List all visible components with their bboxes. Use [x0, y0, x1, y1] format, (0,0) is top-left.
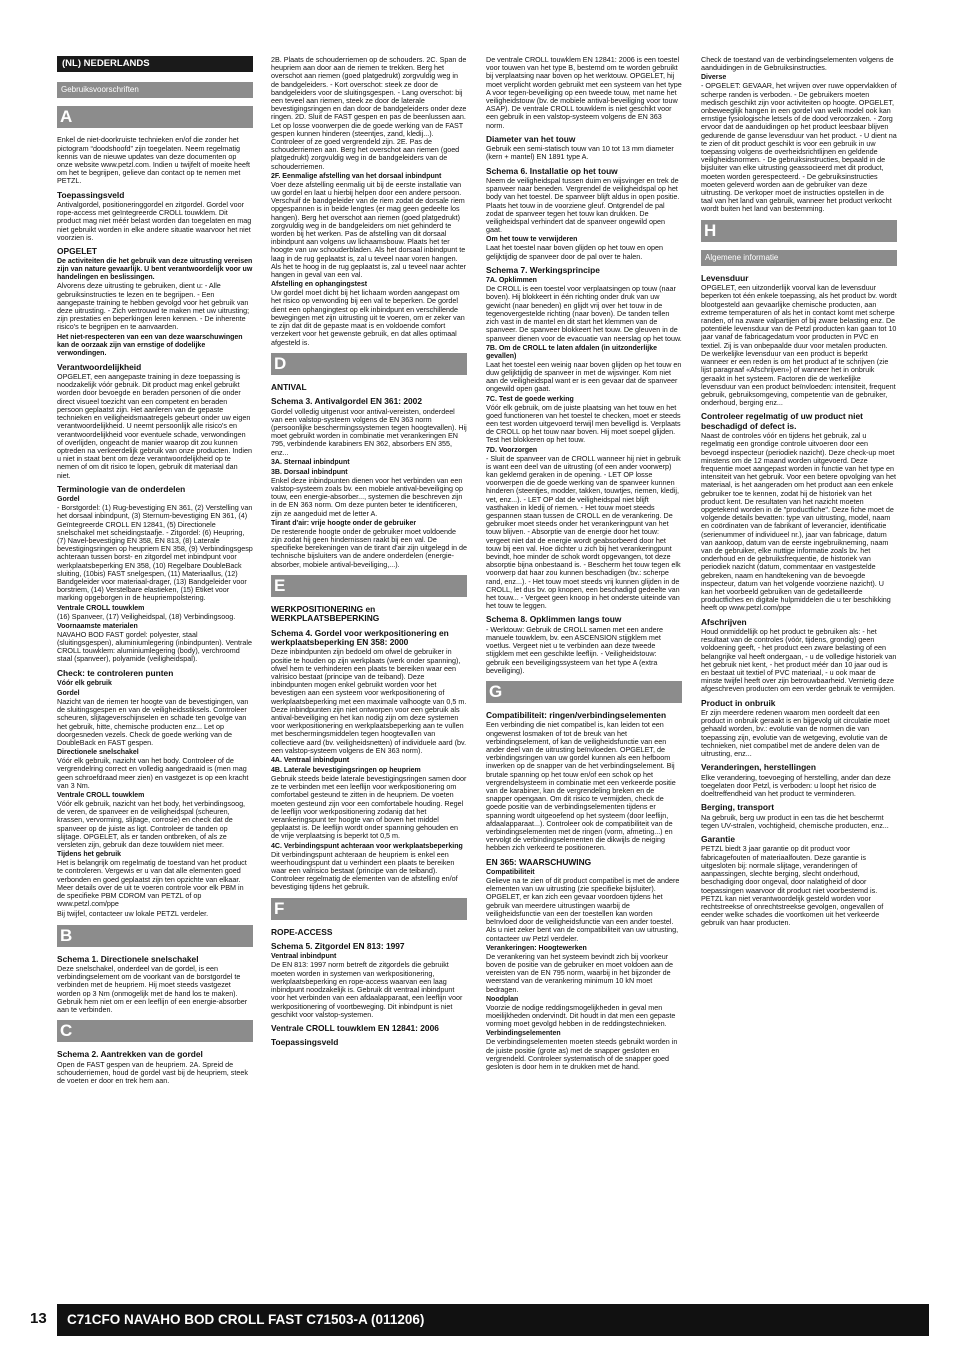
- paragraph: (16) Spanveer, (17) Veiligheidspal, (18) Verbindingsoog.: [57, 611, 236, 621]
- heading: Check: te controleren punten: [57, 667, 174, 678]
- subheading: Directionele snelschakel: [57, 749, 139, 757]
- subheading: Afstelling en ophangingstest: [271, 281, 368, 289]
- subheading: Vóór elk gebruik: [57, 679, 112, 687]
- paragraph: Open de FAST gespen van de heupriem. 2A. Spreid de schouderriemen, houd de gordel vast bij de heupriem, steek de voeten er door en trek hem aan.: [57, 1059, 248, 1086]
- heading: Schema 6. Installatie op het touw: [486, 165, 618, 176]
- heading: Toepassingsveld: [57, 189, 125, 200]
- paragraph: Antivalgordel, positioneringgordel en zitgordel. Gordel voor rope-access met geïntegreerde CROLL touwklem. Dit product mag niet méér belast worden dan toegelaten en mag niet gebruikt worden in elke andere situatie waarvoor het niet voorzien is.: [57, 200, 252, 242]
- paragraph: De verankering van het systeem bevindt zich bij voorkeur boven de positie van de gebruiker en moet voldoen aan de vereisten van de EN 795 norm, waarbij in het bijzonder de weerstand van de verankering minimum 10 kN moet bedragen.: [486, 951, 674, 994]
- heading: Schema 8. Opklimmen langs touw: [486, 614, 622, 625]
- paragraph: Vóór elk gebruik, om de juiste plaatsing van het touw en het goed functioneren van het toestel te checken, moet er steeds een test worden uitgevoerd terwijl men bevelligd is. Verplaats de CROLL op het touw naar boven. Hij moet soepel glijden. Test het blokkeren op het touw.: [486, 402, 681, 445]
- paragraph: Gebruik steeds beide laterale bevestigingsringen samen door ze te verbinden met een leeflijn voor werkpositionering om comfortabel gesteund te zitten in de heupriem. De voeten moeten gesteund zijn voor een comfortabele houding. Regel de leeflijn voor werkpositionering zodanig dat het verankeringspunt ter hoogte van of boven het middel geplaatst is. De leeflijn wordt onder spanning gehouden en de vrije verplaatsing is beperkt tot 0,5 m.: [271, 774, 467, 841]
- heading: Garantie: [701, 834, 735, 845]
- column-4: [701, 56, 897, 930]
- letter-f-bar: F: [271, 898, 467, 920]
- column-3: [486, 56, 682, 1073]
- bold-warning: Het niet-respecteren van een van deze waarschuwingen kan de oorzaak zijn van ernstige of dodelijke verwondingen.: [57, 333, 243, 357]
- heading: Schema 2. Aantrekken van de gordel: [57, 1049, 203, 1060]
- paragraph: De EN 813: 1997 norm betreft de zitgordels die gebruikt moeten worden in systemen van werkpositionering, werkplaatsbeperking en rope-access waarvan een laag inbindpunt noodzakelijk is. Gebruik dit ventraal inbindpunt voor het verbinden van een afdaalapparaat, een leeflijn voor werkpositionering of voortbeweging. Dit inbindpunt is niet geschikt voor valstop-systemen.: [271, 960, 463, 1019]
- subheading: Verankeringen: Hoogtewerken: [486, 944, 587, 952]
- paragraph: OPGELET, een aangepaste training in deze toepassing is noodzakelijk vóór gebruik. Dit product mag enkel gebruikt worden door bevoegde en beraden personen of die onder direct visueel toezicht van een competent en beraden persoon geplaatst zijn. Het aanleren van de gepaste technieken en veiligheidsmaatregels gebeurt onder uw eigen verantwoordelijkheid. U neemt persoonlijk alle risico's en verantwoordelijkheid voor eventuele schade, verwondingen of overlijden, ongeacht de manier waarop dit zou kunnen optreden na verkeerdelijk gebruik van onze producten. Indien u niet in staat bent om deze verantwoordelijkheid op te nemen of om dit risico te lopen, gebruik dit materiaal dan niet.: [57, 372, 252, 480]
- paragraph: Check de toestand van de verbindingselementen volgens de aanduidingen in de Gebruiksinstructies.: [701, 55, 894, 73]
- subheading: 3A. Sternaal inbindpunt: [271, 458, 350, 466]
- column-1: [57, 56, 253, 1087]
- paragraph: Neem de veiligheidspal tussen duim en wijsvinger en trek de spanveer naar beneden. Vergrendel de veiligheidspal op het body van het toestel. De spanveer blijft aldus in open positie. Plaats het touw in de voorziene gleuf. Ontgrendel de pal zodat de spanveer tegen het touw kan drukken. De veiligheidspal verhindert dat de spanveer ongewild open gaat.: [486, 176, 680, 235]
- paragraph: Voer deze afstelling eenmalig uit bij de eerste installatie van uw gordel en laat u hierbij helpen door een andere persoon. Verschuif de bandgeleider van de riem zodat de dorsale riem opgespannen is in beide lengtes (er mag geen gedeelte los hangen). Berg het overschot aan riemen (goed platgedrukt) zorgvuldig weg in de bandgeleiders om niet gehinderd te worden bij het werken. Pas de afstelling van dit dorsaal inbindpunt aan volgens uw lichaamsbouw. Plaats het ter hoogte van uw schouderbladen. Als het dorsaal inbindpunt te laag in de rug geplaatst is, zal u teveel naar voren hangen. Als het te hoog in de rug geplaatst is, zal u teveel naar achter hangen in geval van een val.: [271, 179, 466, 280]
- subheading: Verbindingselementen: [486, 1030, 561, 1038]
- column-2: [271, 56, 467, 1049]
- section-bar-general: Algemene informatie: [701, 250, 897, 266]
- paragraph: Een verbinding die niet compatibel is, kan leiden tot een ongewenst losmaken of tot de breuk van het verbindingselement, of kan de veiligheidsfunctie van een ander deel van de uitrusting beïnvloeden. OPGELET, de verbindingsringen van uw gordel kunnen als een hefboom inwerken op de snapper van de het verbindingselement. Bij brutale spanning op het touw en/of een schok op het vergrendelsysteem in combinatie met een verkeerde positie van de karabiner, kan de vergrendeling breken en de snapper opengaan. Om dit risico te vermijden, check de goede positie van de verbindingselementen tijdens er spanning wordt uitgeoefend op het systeem (door leeflijn, afdaalapparaat...). Controleer ook de compatibiliteit van de verbindingselementen met de ringen (vorm, afmeting...) en vervolgt de verbindingselementen die dikwijls de neiging hebben zich verkeerd te positioneren.: [486, 720, 676, 853]
- letter-e-bar: E: [271, 575, 467, 597]
- heading: ROPE-ACCESS: [271, 926, 333, 937]
- bold-warning: De activiteiten die het gebruik van deze uitrusting vereisen zijn van nature gevaarlijk. U bent verantwoordelijk voor uw handelingen en beslissingen.: [57, 258, 253, 282]
- paragraph: Nazicht van de riemen ter hoogte van de bevestigingen, van de sluitingsgespen en van de veiligheidsstiksels. Controleer scheuren, slijtageverschijnselen en schade ten gevolge van het gebruik, hitte, chemische producten enz... Let op doorgesneden vezels. Check de goede werking van de DoubleBack en FAST gespen.: [57, 696, 249, 747]
- heading: Product in onbruik: [701, 697, 776, 708]
- heading: ANTIVAL: [271, 381, 307, 392]
- subheading: 4B. Laterale bevestigingsringen op heupriem: [271, 767, 421, 775]
- subheading: Ventrale CROLL touwklem: [57, 604, 145, 612]
- paragraph: Vóór elk gebruik, nazicht van het body. Controleer of de vergrendelring correct en volledig aangedraaid is (men mag geen schroefdraad meer zien) en vastgezet is op een kracht van 3 Nm.: [57, 756, 249, 790]
- document-code-bar: C71CFO NAVAHO BOD CROLL FAST C71503-A (011206): [57, 1304, 929, 1336]
- paragraph: Alvorens deze uitrusting te gebruiken, dient u: - Alle gebruiksinstructies te lezen en te begrijpen. - Een aangepaste training te hebben gevolgd voor het gebruik van deze uitrusting. - Zich vertrouwd te maken met uw uitrusting; zijn prestaties en beperkingen leren kennen. - De inherente risico's te begrijpen en te aanvaarden.: [57, 281, 250, 332]
- paragraph: 2B. Plaats de schouderriemen op de schouders. 2C. Span de heupriem aan door aan de riemen te trekken. Berg het overschot aan riemen (goed platgedrukt) zorgvuldig weg in de bandgeleiders. - Kort overschot: steek ze door de bandgeleiders voor de sluitingsgespen. - Lang overschot: bij een teveel aan riemen, steek ze door de laterale bevestigingsringen en dan door de bandgeleiders onder deze ringen. 2D. Sluit de FAST gespen en pas de beenlussen aan. Let op losse voorwerpen die de goede werking van de FAST gespen kunnen hinderen (steentjes, zand, kledij...). Controleer of ze goed vergrendeld zijn. 2E. Pas de schouderriemen aan. Berg het overschot aan riemen (goed platgedrukt) zorgvuldig weg in de bandgeleiders van de schouderriemen.: [271, 55, 467, 171]
- heading: Controleer regelmatig of uw product niet beschadigd of defect is.: [701, 411, 863, 431]
- heading: Schema 4. Gordel voor werkpositionering en werkplaatsbeperking EN 358: 2000: [271, 627, 449, 647]
- letter-d-bar: D: [271, 353, 467, 375]
- paragraph: Elke verandering, toevoeging of herstelling, ander dan deze toegelaten door Petzl, is verboden: u loopt het risico de doeltreffendheid van het product te verminderen.: [701, 772, 891, 799]
- subheading: Compatibiliteit: [486, 869, 535, 877]
- heading: Toepassingsveld: [271, 1037, 339, 1048]
- heading: Veranderingen, herstellingen: [701, 762, 816, 773]
- paragraph: - Werktouw: Gebruik de CROLL samen met een andere manuele touwklem, bv. een ASCENSION stijgklem met voetlus. Vergeet niet u te verbinden aan deze tweede stijgklem met een geschikte leeflijn. - Veiligheidstouw: gebruik een beveiligingssysteem van het type A (extra beveiliging).: [486, 624, 663, 675]
- paragraph: Uw gordel moet dicht bij het lichaam worden aangepast om het risico op verwonding bij een val te beperken. De gordel dient een ophangingtest op elk inbindpunt en verschillende bewegingen met zijn uitrusting uit te voeren, om er zeker van te zijn dat dit de gepaste maat is en voldoende comfort verzekert voor het gewenste gebruik, en dat alles optimaal afgesteld is.: [271, 288, 465, 347]
- heading: OPGELET: [57, 246, 98, 257]
- paragraph: De ventrale CROLL touwklem EN 12841: 2006 is een toestel voor touwen van het type B, bestemd om te worden gebruikt bij verplaatsing naar boven op het werktouw. OPGELET, hij moet verplicht worden gebruikt met een systeem van het type A voor tegen-beveiliging op een tweede touw, met name het veiligheidstouw (bv. de mobiele antival-beveiliging voor touw ASAP). De ventrale CROLL touwklem is niet geschikt voor een gebruik in een valstop-systeem volgens de EN 363 norm.: [486, 55, 682, 130]
- page-footer: [0, 1304, 954, 1338]
- heading: Diameter van het touw: [486, 133, 576, 144]
- paragraph: Laat het toestel naar boven glijden op het touw en open gelijktijdig de spanveer door de pal over te halen.: [486, 243, 664, 261]
- subheading: Gordel: [57, 496, 80, 504]
- heading: Berging, transport: [701, 802, 775, 813]
- paragraph: Er zijn meerdere redenen waarom men oordeelt dat een product in onbruik geraakt is en bijgevolg uit circulatie moet gehaald worden, bv.: evolutie van de normen die van toepassing zijn, evolutie van de wetgeving, evolutie van de technieken, niet compatibel met de andere delen van de uitrusting, enz...: [701, 708, 890, 759]
- heading: Schema 3. Antivalgordel EN 361: 2002: [271, 396, 422, 407]
- letter-g-bar: G: [486, 681, 682, 703]
- subheading: Ventraal inbindpunt: [271, 953, 337, 961]
- paragraph: - Borstgordel: (1) Rug-bevestiging EN 361, (2) Verstelling van het dorsaal inbindpunt, (3) Sternum-bevestiging EN 361, (4) Geïntegreerde CROLL EN 12841, (5) Directionele snelschakel met scheidingstaafje. - Zitgordel: (6) Heupring, (7) Navel-bevestiging EN 358, EN 813, (8) Laterale bevestigingsringen op heupriem EN 358, (9) Verbindingsgesp achteraan tussen borst- en zitgordel met inbindpunt voor werkplaatsbeperking EN 358, (10) Regelbare DoubleBack sluiting, (10bis) FAST snelgespen, (11) Materiaallus, (12) Bandgeleider voor materiaal-drager, (13) Bandgeleider voor borstriem, (14) Verstelbare elastieken, (15) Etiket voor marking opgeborgen in de heupriempolstering.: [57, 503, 253, 603]
- subheading: 4A. Ventraal inbindpunt: [271, 757, 350, 765]
- paragraph: - Sluit de spanveer van de CROLL wanneer hij niet in gebruik is want een deel van de uitrusting (of een ander voorwerp) kan geklemd geraken in de opening. - LET OP losse voorwerpen die de goede werking van de spanveer kunnen hinderen (steentjes, modder, takken, touwtjes, riemen, kledij, vet, enz...). - LET OP dat de veiligheidspal niet blijft vasthaken in kledij of riemen. - Het touw moet steeds gespannen staan tussen de CROLL en de verankering. De gebruiker moet steeds onder het verankeringpunt van het touw blijven. - Absorptie van de energie door het touw: vergeet niet dat de energie wordt geabsorbeerd door het touw bij een val. Hoe dichter u zich bij het verankeringpunt bevindt, hoe minder de schok wordt opgevangen, tot deze absorptie bijna onbestaand is. - Bescherm het touw tegen elk voorwerp dat haar zou kunnen beschadigen (bv.: scherpe rand, enz...). - Het touw moet steeds vrij kunnen glijden in de CROLL, let dus bv. op knopen, een beschadigd gedeelte van het touw... - Vergeet geen knoop in het onderste uiteinde van het touw te leggen.: [486, 453, 681, 611]
- letter-h-bar: H: [701, 220, 897, 242]
- heading: Schema 5. Zitgordel EN 813: 1997: [271, 941, 405, 952]
- heading: Levensduur: [701, 272, 749, 283]
- heading: Terminologie van de onderdelen: [57, 483, 186, 494]
- subheading: Diverse: [701, 74, 727, 82]
- subheading: 7C. Test de goede werking: [486, 395, 574, 403]
- language-header: (NL) NEDERLANDS: [57, 56, 253, 72]
- paragraph: Voorzie de nodige reddingsmogelijkheden in geval men moeilijkheden ondervindt. Dit houdt in dat men een gepaste vorming moet gevolgd hebben in de reddingstechnieken.: [486, 1002, 676, 1029]
- subheading: 3B. Dorsaal inbindpunt: [271, 468, 348, 476]
- paragraph: NAVAHO BOD FAST gordel: polyester, staal (sluitingsgespen), aluminiumlegering (inbindpunten). Ventrale CROLL touwklem: aluminiumlegering (body), verchroomd staal (spanveer), polyamide (veiligheidspal).: [57, 629, 252, 664]
- paragraph: Bij twijfel, contacteer uw lokale PETZL verdeler.: [57, 909, 209, 919]
- paragraph: Enkel deze inbindpunten dienen voor het verbinden van een valstop-systeem zoals bv. een mobiele antival-beveiliging op touw, een energie-absorber..., systemen die beschreven zijn in de EN 363 norm. Om deze punten beter te identificeren, zijn ze aangeduid met de letter A.: [271, 475, 464, 518]
- paragraph: De CROLL is een toestel voor verplaatsingen op touw (naar boven). Hij blokkeert in één richting onder druk van uw gewicht (naar beneden) en glijdt vrij over het touw in de tegenovergestelde richting (naar boven). De tanden tellen zich vast in de mantel en dit start het klemmen van de spanveer. De spanveer blokkeert het touw. De gleuven in de spanveer dienen voor de evacuatie van neerslag op het touw.: [486, 284, 682, 343]
- paragraph: De verbindingselementen moeten steeds gebruikt worden in de juiste positie (grote as) met de snapper gesloten en vergrendeld. Controleer systematisch of de snapper goed gesloten is door hem in te drukken met de hand.: [486, 1037, 678, 1071]
- heading: Ventrale CROLL touwklem EN 12841: 2006: [271, 1022, 439, 1033]
- paragraph: Na gebruik, berg uw product in een tas die het beschermt tegen UV-stralen, vochtigheid, chemische producten, enz...: [701, 812, 889, 830]
- paragraph: Deze snelschakel, onderdeel van de gordel, is een verbindingselement om de voorkant van de borstgordel te verbinden met de heupriem. Hij moet steeds vastgezet worden op 3 Nm (onmogelijk met de hand los te maken). Gebruik hem niet om er een leeflijn of een energie-absorber aan te verbinden.: [57, 964, 248, 1015]
- heading: Schema 1. Directionele snelschakel: [57, 953, 199, 964]
- subheading: Noodplan: [486, 995, 519, 1003]
- subheading: Ventrale CROLL touwklem: [57, 792, 145, 800]
- subheading: 2F. Eenmalige afstelling van het dorsaal inbindpunt: [271, 172, 442, 180]
- subheading: Tijdens het gebruik: [57, 851, 122, 859]
- paragraph: Dit verbindingspunt achteraan de heupriem is enkel een weerhoudingspunt dat u verhindert een plaats te bereiken waar een valrisico bestaat (principe van de teiband). Controleer regelmatig de elementen van de afstelling en/of bevestiging tijdens het gebruik.: [271, 849, 458, 892]
- heading: WERKPOSITIONERING en WERKPLAATSBEPERKING: [271, 603, 380, 624]
- letter-c-bar: C: [57, 1020, 253, 1042]
- subheading: Voornaamste materialen: [57, 622, 138, 630]
- subheading: 7D. Voorzorgen: [486, 446, 538, 454]
- paragraph: Laat het toestel een weinig naar boven glijden op het touw en duw gelijktijdig de spanveer in met de wijsvinger. Kom niet aan de veiligheidspal want er is een gevaar dat de spanveer ongewild open gaat.: [486, 359, 682, 394]
- heading: Compatibiliteit: ringen/verbindingselementen: [486, 710, 667, 721]
- subheading: Om het touw te verwijderen: [486, 236, 578, 244]
- subheading: 4C. Verbindingspunt achteraan voor werkplaatsbeperking: [271, 842, 463, 850]
- intro-text: Enkel de niet-doorkruiste technieken en/of die zonder het pictogram “doodshoofd” zijn toegelaten. Neem regelmatig kennis van de nieuwe updates van deze documenten op onze website www.petzl.com. Indien u twijfelt of moeite heeft om het te begrijpen, gelieve dan contact op te nemen met PETZL.: [57, 135, 250, 186]
- paragraph: Houd onmiddellijk op het product te gebruiken als: - het resultaat van de controles (vóór, tijdens, grondig) geen voldoening geeft, - het product een zware belasting of een belangrijke val heeft ondergaan, - u de volledige historiek van het gebruik niet kent, - het product méér dan 10 jaar oud is en bestaat uit textiel of PVC materiaal, - u ook maar de minste twijfel heeft over zijn betrouwbaarheid. Vernietig deze afgeschreven producten om een verder gebruik te vermijden.: [701, 627, 897, 694]
- paragraph: Gebruik een semi-statisch touw van 10 tot 13 mm diameter (kern + mantel) EN 1891 type A.: [486, 144, 674, 162]
- paragraph: Het is belangrijk om regelmatig de toestand van het product te controleren. Vergewis er u van dat alle elementen goed verbonden en goed geplaatst zijn ten opzichte van elkaar. Meer details over de uit te voeren controle voor elk PBM in de specifieke PBM CDROM van PETZL of op www.petzl.com/ppe: [57, 858, 247, 909]
- section-bar-usage: Gebruiksvoorschriften: [57, 82, 253, 98]
- letter-a-bar: A: [57, 106, 253, 128]
- subheading: 7A. Opklimmen: [486, 277, 537, 285]
- paragraph: Vóór elk gebruik, nazicht van het body, het verbindingsoog, de veren, de spanveer en de veiligheidspal (scheuren, krassen, vervorming, slijtage, corrosie) en check dat de spanveer op de juiste as ligt. Controleer de tanden op slijtage. OPGELET, als er tanden ontbreken, of als ze versleten zijn, gebruik dan deze touwklem niet meer.: [57, 799, 246, 850]
- paragraph: Gelieve na te zien of dit product compatibel is met de andere elementen van uw uitrusting (zie specifieke bijsluiter). OPGELET, er kan zich een gevaar voordoen tijdens het gebruik van meerdere uitrustingen waarbij de veiligheidsfunctie van een der toestellen kan worden beïnvloed door de veiligheidsfunctie van een ander toestel. Als u niet zeker bent van de compatibiliteit van uw uitrusting, contacteer uw Petzl verdeler.: [486, 876, 680, 943]
- paragraph: Deze inbindpunten zijn bedoeld om ofwel de gebruiker in positie te houden op zijn werkplaats (werk onder spanning), ofwel hem te verhinderen een plaats te bereiken waar een valrisico bestaat (principe van de teiband). Deze inbindpunten mogen enkel gebruikt worden voor het bevestigen aan een systeem voor werkpositionering of werkplaatsbeperking met een maximale valhoogte van 0,5 m. Deze inbindpunten zijn niet ontworpen voor een gebruik als antival-beveiliging en het kan nodig zijn om deze systemen voor werkpositionering en werkplaatsbeperking aan te vullen met beschermingsmiddelen tegen hoogtevallen van collectieve aard (bv. veiligheidsnetten) of individuele aard (bv. een valstop-systeem volgens de EN 363 norm).: [271, 647, 467, 755]
- subheading: Tirant d'air: vrije hoogte onder de gebruiker: [271, 519, 417, 527]
- letter-b-bar: B: [57, 925, 253, 947]
- paragraph: PETZL biedt 3 jaar garantie op dit product voor fabricagefouten of materiaalfouten. Deze garantie is uitgesloten bij: normale slijtage, veranderingen of aanpassingen, slechte berging, slecht onderhoud, beschadiging door ongeval, door nalatigheid of door toepassingen waarvoor dit product niet voorbestemd is. PETZL kan niet verantwoordelijk gesteld worden voor rechtstreekse of onrechtstreekse gevolgen, ongevallen of eender welke schades die voortkomen uit het verkeerde gebruik van haar producten.: [701, 844, 884, 928]
- paragraph: Naast de controles vóór en tijdens het gebruik, zal u regelmatig een grondige controle uitvoeren door een bevoegd inspecteur (periodiek nazicht). Deze check-up moet minstens om de 12 maand worden uitgevoerd. Deze frequentie moet aangepast worden in functie van het type en intensiteit van het gebruik. Voor een betere opvolging van het materiaal, is het aangeraden om het product aan een enkele gebruiker toe te kennen, zodat hij de historiek van het product kent. De resultaten van het nazicht moeten opgetekend worden in de "productfiche". Deze fiche moet de volgende details bevatten: type van uitrusting, model, naam en coördinaten van de fabrikant of leverancier, identificatie (serienummer of individueel nr.), jaar van fabricage, datum van aankoop, datum van de eerste ingebruikneming, naam van de gebruiker, elke nuttige informatie zoals bv. het onderhoud en de gebruiksfrequentie, de historiek van periodiek nazicht (datum, commentaar en vastgestelde gebreken, naam en handtekening van de bevoegde inspecteur, datum van het volgende voorziene nazicht). U kan het voorbeeld gebruiken van de gedetailleerde productfiches en digitale hulpmiddelen die u ter beschikking heeft op www.petzl.com/ppe: [701, 431, 896, 613]
- heading: Verantwoordelijkheid: [57, 361, 142, 372]
- heading: EN 365: WAARSCHUWING: [486, 856, 592, 867]
- subheading: 7B. Om de CROLL te laten afdalen (in uitzonderlijke gevallen): [486, 344, 658, 360]
- paragraph: De resterende hoogte onder de gebruiker moet voldoende zijn zodat hij geen hindernissen raakt bij een val. De specifieke berekeningen van de tirant d'air zijn uitgelegd in de technische bijsluiters van de andere onderdelen (energie-absorber, mobiele antival-beveiliging,...).: [271, 526, 467, 569]
- paragraph: Gordel volledig uitgerust voor antival-vereisten, onderdeel van een valstop-systeem volgens de EN 363 norm (persoonlijke beschermingssystemen tegen hoogtevallen). Hij moet gebruikt worden in combinatie met verankeringen EN 795, verbindende karabiners EN 362, absorbers EN 355, enz...: [271, 406, 467, 457]
- paragraph: OPGELET, een uitzonderlijk voorval kan de levensduur beperken tot één enkele toepassing, als het product bv. wordt blootgesteld aan gevaarlijke chemische producten, aan extreme temperaturen of als het in contact komt met scherpe randen, of na zware valpartijen of bij zware belasting enz. De potentiële levensduur van de Petzl producten kan gaan tot 10 jaar vanaf de fabricagedatum voor producten in PVC en textiel. Zij is van onbepaalde duur voor metalen producten. De werkelijke levensduur van een product is beperkt wanneer er een reden is om het product af te schrijven (zie lijst paragraaf «Afschrijven») of wanneer het in onbruik geraakt in het systeem. Factoren die de werkelijke levensduur van een product beïnvloeden: intensiteit, frequent gebruik, gebruiksomgeving, competentie van de gebruiker, onderhoud, berging enz...: [701, 283, 897, 408]
- subheading: Gordel: [57, 689, 80, 697]
- page-number: 13: [30, 1310, 47, 1327]
- heading: Afschrijven: [701, 616, 747, 627]
- heading: Schema 7. Werkingsprincipe: [486, 264, 600, 275]
- paragraph: - OPGELET: GEVAAR, het wrijven over ruwe oppervlakken of scherpe randen is verboden. - De gebruikers moeten medisch geschikt zijn voor activiteiten op hoogte. OPGELET, onbeweeglijk hangen in een gordel van welk model ook kan ernstige fysiologische letsels of de dood veroorzaken. - Zorg ervoor dat de aanduidingen op het product leesbaar blijven gedurende de ganse levensduur van het product. - U dient na te zien of dit product geschikt is voor een gebruik in uw toepassing volgens de overheidsrichtlijnen en geldende veiligheidsnormen. - De gebruiksinstructies, bepaald in de bijsluiter van elke uitrusting geassocieerd met dit product, moeten worden gerespecteerd. - De gebruiksinstructies moeten geleverd worden aan de gebruiker van deze uitrusting. De verkoper moet de instructies opstellen in de taal van het land van gebruik, wanneer het product verkocht wordt buiten het land van bestemming.: [701, 81, 897, 214]
